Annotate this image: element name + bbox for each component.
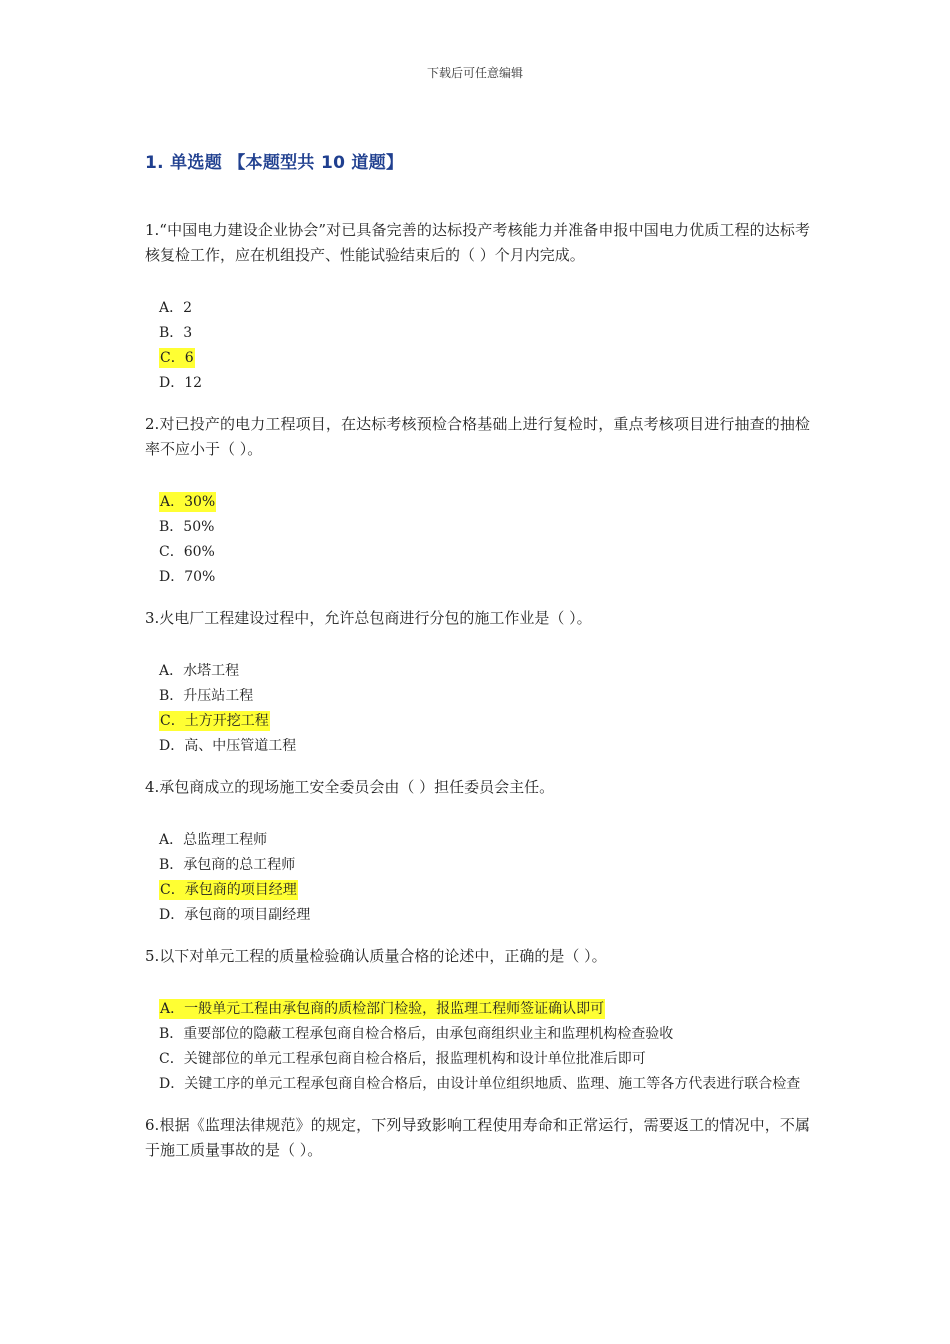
page-header: 下载后可任意编辑 <box>426 66 523 80</box>
option-1b[interactable]: B．3 <box>159 325 193 341</box>
highlighted-answer: C．土方开挖工程 <box>160 713 269 729</box>
option-4b[interactable]: B．承包商的总工程师 <box>159 857 296 873</box>
option-2b[interactable]: B．50% <box>159 519 215 535</box>
option-3a[interactable]: A．水塔工程 <box>159 663 240 679</box>
section-title: 1. 单选题 【本题型共 10 道题】 <box>145 153 404 173</box>
option-3b[interactable]: B．升压站工程 <box>159 688 254 704</box>
highlighted-answer: A．30% <box>160 494 216 510</box>
option-3c[interactable] <box>145 709 810 734</box>
options-4 <box>145 828 810 928</box>
question-1: 1.“中国电力建设企业协会”对已具备完善的达标投产考核能力并准备申报中国电力优质工程的达标考核复检工作，应在机组投产、性能试验结束后的（ ）个月内完成。 <box>145 221 810 264</box>
highlighted-answer: C．6 <box>160 350 194 366</box>
highlighted-answer: C．承包商的项目经理 <box>160 882 297 898</box>
question-2: 2.对已投产的电力工程项目，在达标考核预检合格基础上进行复检时，重点考核项目进行抽查的抽检率不应小于（ ）。 <box>145 415 810 458</box>
question-5: 5.以下对单元工程的质量检验确认质量合格的论述中，正确的是（ ）。 <box>145 947 607 965</box>
option-1a[interactable]: A．2 <box>159 300 193 316</box>
option-2c[interactable]: C．60% <box>159 544 215 560</box>
option-5c[interactable]: C．关键部位的单元工程承包商自检合格后，报监理机构和设计单位批准后即可 <box>159 1051 646 1067</box>
option-3d[interactable]: D．高、中压管道工程 <box>159 738 297 754</box>
option-1c[interactable] <box>145 346 810 371</box>
option-2a[interactable] <box>145 490 810 515</box>
question-4: 4.承包商成立的现场施工安全委员会由（ ）担任委员会主任。 <box>145 778 555 796</box>
question-6: 6.根据《监理法律规范》的规定，下列导致影响工程使用寿命和正常运行，需要返工的情况中，不属于施工质量事故的是（ ）。 <box>145 1116 810 1159</box>
option-4a[interactable]: A．总监理工程师 <box>159 832 268 848</box>
option-5a[interactable] <box>145 997 810 1022</box>
option-1d[interactable]: D．12 <box>159 375 203 391</box>
option-2d[interactable]: D．70% <box>159 569 216 585</box>
question-list <box>145 218 810 1191</box>
options-1 <box>145 296 810 396</box>
option-4c[interactable] <box>145 878 810 903</box>
option-5b[interactable]: B．重要部位的隐蔽工程承包商自检合格后，由承包商组织业主和监理机构检查验收 <box>159 1026 674 1042</box>
options-5 <box>145 997 810 1097</box>
option-5d[interactable]: D．关键工序的单元工程承包商自检合格后，由设计单位组织地质、监理、施工等各方代表进行联合检查 <box>159 1076 801 1092</box>
highlighted-answer: A．一般单元工程由承包商的质检部门检验，报监理工程师签证确认即可 <box>160 1001 605 1017</box>
options-3 <box>145 659 810 759</box>
question-3: 3.火电厂工程建设过程中，允许总包商进行分包的施工作业是（ ）。 <box>145 609 592 627</box>
option-4d[interactable]: D．承包商的项目副经理 <box>159 907 311 923</box>
options-2 <box>145 490 810 590</box>
